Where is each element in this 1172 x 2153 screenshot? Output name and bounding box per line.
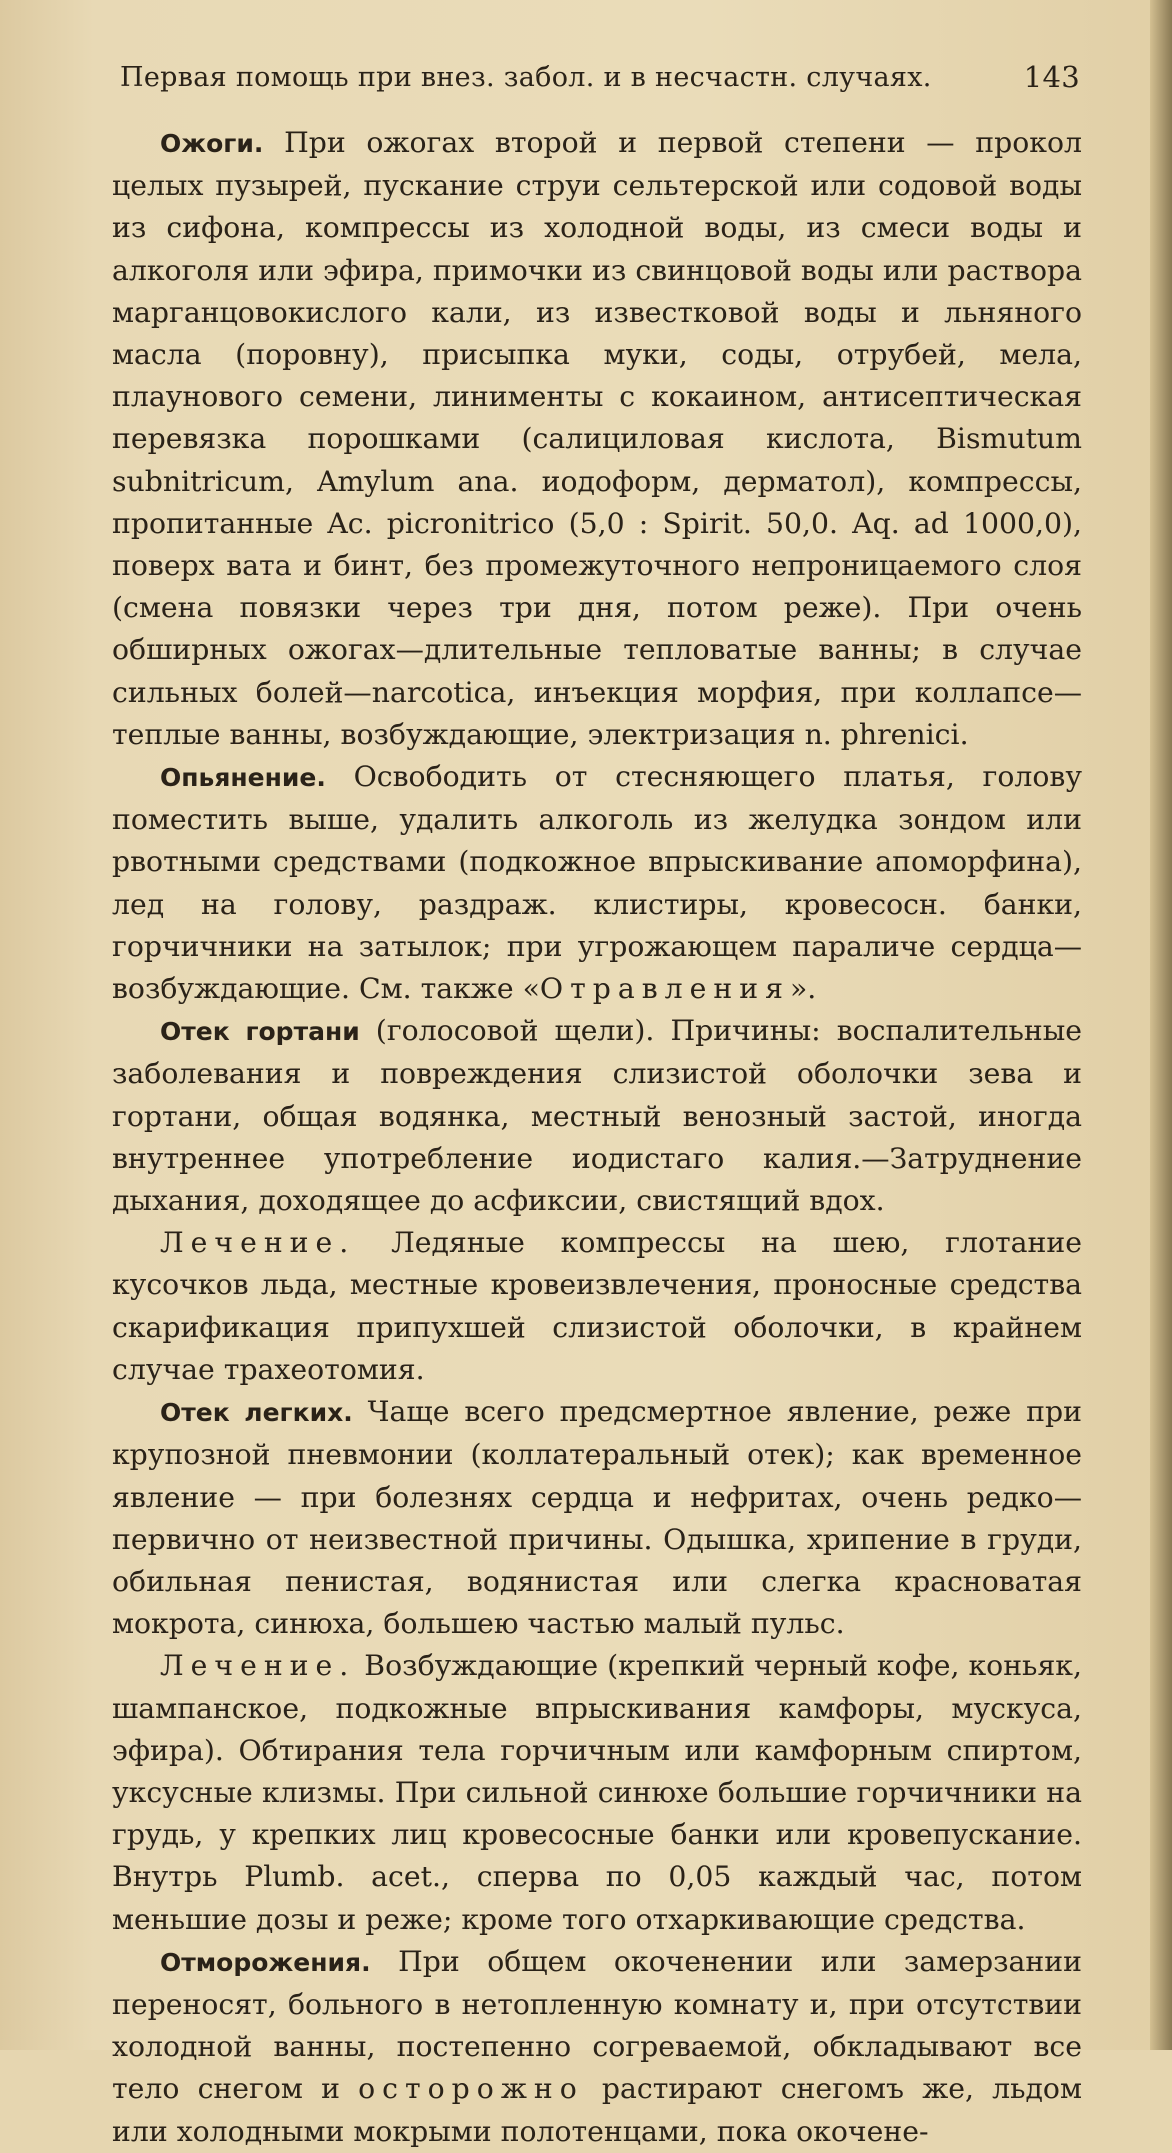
paragraph-intoxication <box>112 756 1082 1010</box>
heading-frostbite: Отморожения. <box>160 1947 371 1977</box>
paragraph-burns-text: При ожогах второй и первой степени — прокол целых пузырей, пускание струи сельтерской или содовой воды из сифона, компрессы из холодной воды, из смеси воды и алкоголя или эфира, примочки из свинцовой воды или раствора марганцовокислого кали, из известковой воды и льняного масла (поровну), присыпка муки, соды, отрубей, мела, плаунового семени, линименты с кокаином, антисептическая перевязка порошками (салициловая кислота, Bismutum subnitricum, Amylum ana. иодоформ, дерматол), компрессы, пропитанные Ac. picronitrico (5,0 : Spirit. 50,0. Aq. ad 1000,0), поверх вата и бинт, без промежуточного непроницаемого слоя (смена повязки через три дня, потом реже). При очень обширных ожогах—длительные тепловатые ванны; в случае сильных болей—narcotica, инъекция морфия, при коллапсе—теплые ванны, возбуждающие, электризация n. phrenici. <box>112 126 1082 751</box>
subheading-treatment: Лечение. <box>160 1226 356 1260</box>
paragraph-laryngeal-treatment-text: Ледяные компрессы на шею, глотание кусочков льда, местные кровеизвлечения, проносные средства скарификация припухшей слизистой оболочки, в крайнем случае трахеотомия. <box>112 1226 1082 1386</box>
heading-burns: Ожоги. <box>160 129 264 158</box>
heading-laryngeal-edema: Отек гортани <box>160 1017 360 1047</box>
heading-intoxication: Опьянение. <box>160 763 326 793</box>
paragraph-frostbite <box>112 1941 1082 2153</box>
page-gutter-shadow <box>1150 0 1172 2050</box>
paragraph-intoxication-tail: ». <box>789 972 817 1006</box>
page-number: 143 <box>1023 60 1080 94</box>
paragraph-pulmonary-treatment-text: Возбуждающие (крепкий черный кофе, коньяк, шампанское, подкожные впрыскивания камфоры, мускуса, эфира). Обтирания тела горчичным или камфорным спиртом, уксусные клизмы. При сильной синюхе большие горчичники на грудь, у крепких лиц кровесосные банки или кровепускание. Внутрь Plumb. acet., сперва по 0,05 каждый час, потом меньшие дозы и реже; кроме того отхаркивающие средства. <box>112 1649 1082 1936</box>
running-head-title: Первая помощь при внез. забол. и в несчастн. случаях. <box>120 62 932 93</box>
paragraph-laryngeal-treatment <box>112 1222 1082 1391</box>
emphasis-carefully: осторожно <box>358 2072 584 2106</box>
paragraph-burns <box>112 122 1082 756</box>
paragraph-frostbite-tail: растирают снегомъ же, льдом или холодными мокрыми полотенцами, пока окочене- <box>112 2072 1082 2148</box>
subheading-treatment: Лечение. <box>160 1649 356 1683</box>
page-body <box>112 122 1082 2148</box>
paragraph-pulmonary-edema <box>112 1391 1082 1645</box>
paragraph-frostbite-text: При общем окоченении или замерзании переносят, больного в нетопленную комнату и, при отсутствии холодной ванны, постепенно согреваемой, обкладывают все тело снегом и <box>112 1944 1082 2106</box>
paragraph-intoxication-text: Освободить от стесняющего платья, голову поместить выше, удалить алкоголь из желудка зондом или рвотными средствами (подкожное впрыскивание апоморфина), лед на голову, раздраж. клистиры, кровесосн. банки, горчичники на затылок; при угрожающем параличе сердца—возбуждающие. См. также « <box>112 760 1082 1006</box>
paragraph-laryngeal-edema <box>112 1010 1082 1222</box>
heading-pulmonary-edema: Отек легких. <box>160 1398 353 1428</box>
paragraph-pulmonary-treatment <box>112 1645 1082 1940</box>
running-head <box>120 58 1080 102</box>
paragraph-laryngeal-edema-text: (голосовой щели). Причины: воспалительные заболевания и повреждения слизистой оболочки зева и гортани, общая водянка, местный венозный застой, иногда внутреннее употребление иодистаго калия.—Затруднение дыхания, доходящее до асфиксии, свистящий вдох. <box>112 1014 1082 1218</box>
paragraph-pulmonary-edema-text: Чаще всего предсмертное явление, реже при крупозной пневмонии (коллатеральный отек); как временное явление — при болезнях сердца и нефритах, очень редко—первично от неизвестной причины. Одышка, хрипение в груди, обильная пенистая, водянистая или слегка красноватая мокрота, синюха, большею частью малый пульс. <box>112 1395 1082 1641</box>
cross-reference-poisoning: Отравления <box>539 972 790 1006</box>
